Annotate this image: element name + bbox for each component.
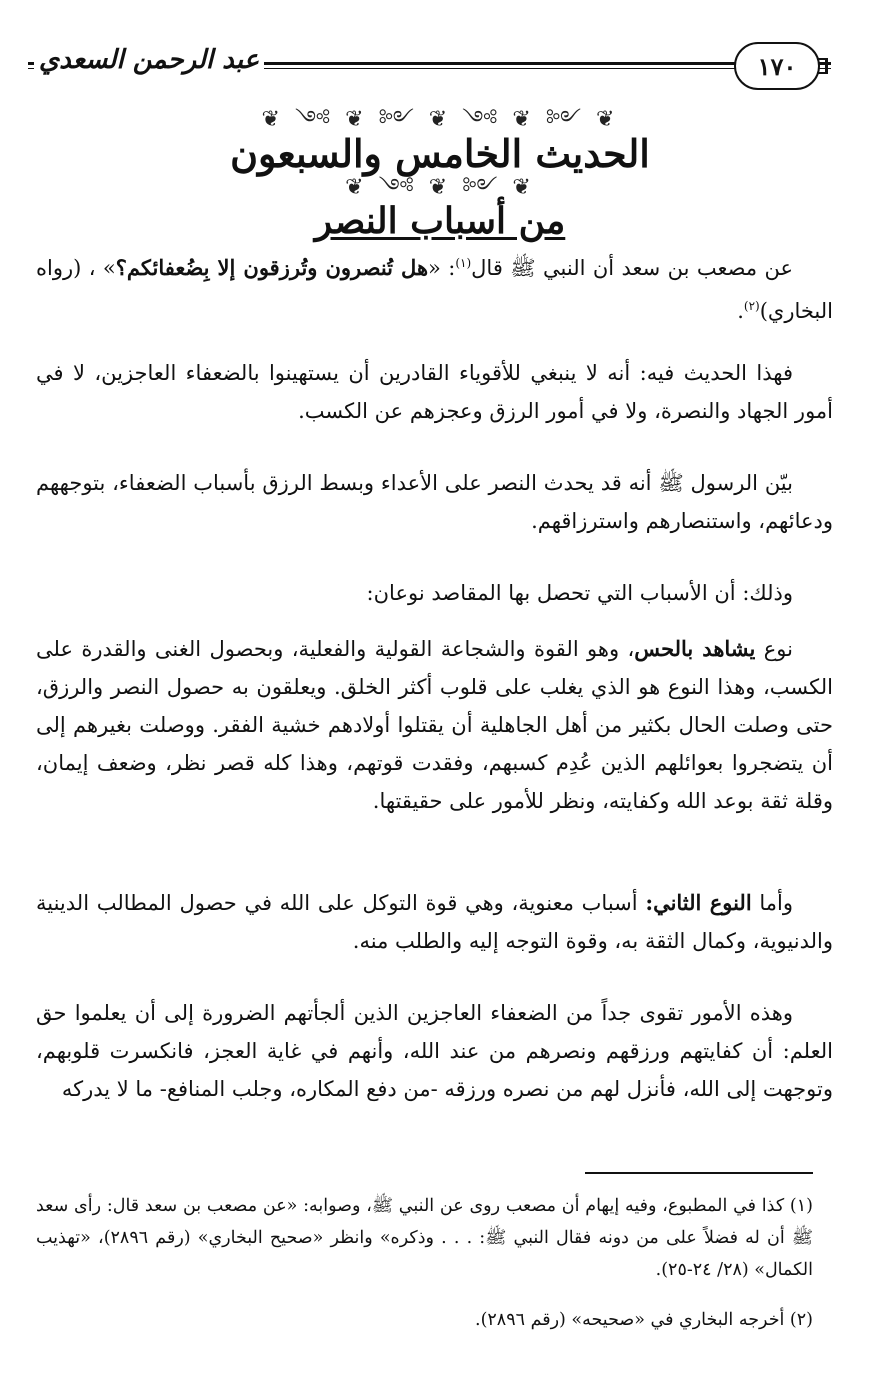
p6-lead: وأما — [759, 891, 793, 915]
hadith-title: الحديث الخامس والسبعون — [230, 131, 650, 176]
paragraph-5 — [36, 630, 833, 820]
p5-bold-term: يشاهد بالحس — [634, 636, 756, 661]
paragraph-2: فهذا الحديث فيه: أنه لا ينبغي للأقوياء القادرين أن يستهينوا بالضعفاء العاجزين، لا في أمور الجهاد والنصرة، ولا في أمور الرزق وعجزهم عن الكسب. — [36, 361, 833, 423]
paragraph-7: وهذه الأمور تقوى جداً من الضعفاء العاجزين الذين ألجأتهم الضرورة إلى أن يعلموا حق العلم: أن كفايتهم ورزقهم ونصرهم من عند الله، وأنهم في غاية العجز، فانكسرت قلوبهم، وتوجهت إلى الله، فأنزل لهم من نصره ورزقه -من دفع المكاره، وجلب المنافع- ما لا يدركه — [36, 1001, 833, 1101]
page-number: ١٧٠ — [734, 42, 820, 90]
footnote-2: (٢) أخرجه البخاري في «صحيحه» (رقم ٢٨٩٦). — [475, 1310, 813, 1330]
footnote-ref-1: (١) — [455, 256, 472, 270]
p6-bold-term: النوع الثاني: — [645, 890, 752, 915]
hadith-end: . — [737, 299, 744, 323]
hadith-subtitle: من أسباب النصر — [314, 200, 566, 242]
paragraph-4: وذلك: أن الأسباب التي تحصل بها المقاصد نوعان: — [366, 581, 793, 605]
footnote-separator — [585, 1172, 813, 1174]
p6-text: أسباب معنوية، وهي قوة التوكل على الله في حصول المطالب الدينية والدنيوية، وكمال الثقة به، وقوة التوجه إليه والطلب منه. — [36, 891, 833, 953]
footnote-ref-2: (٢) — [743, 299, 760, 313]
author-calligraphy-logo: عبد الرحمن السعدي — [34, 36, 264, 84]
p5-lead: نوع — [763, 637, 794, 661]
paragraph-hadith-text — [36, 244, 833, 330]
hadith-open-quote: : « — [428, 256, 456, 280]
ornament-top: ❦ ༺ ❦ ༻ ❦ ༺ ❦ ༻ ❦ — [261, 107, 619, 132]
footnote-1: (١) كذا في المطبوع، وفيه إيهام أن مصعب روى عن النبي ﷺ، وصوابه: «عن مصعب بن سعد قال: رأى سعد ﷺ أن له فضلاً على من دونه فقال النبي ﷺ: . . . وذكره» وانظر «صحيح البخاري» (رقم ٢٨٩٦)، «تهذيب الكمال» (٢٨/ ٢٤-٢٥). — [36, 1196, 813, 1280]
p5-text: ، وهو القوة والشجاعة القولية والفعلية، وبحصول الغنى والقدرة على الكسب، وهذا النوع هو الذي يغلب على قلوب أكثر الخلق. ويعلقون به حصول النصر والرزق، حتى وصلت الحال بكثير من أهل الجاهلية أن يقتلوا أولادهم خشية الفقر. ووصلت بغيرهم إلى أن يتضجروا بعوائلهم الذين عُدِم كسبهم، وفقدت قوتهم، وهذا كله قصر نظر، وضعف إيمان، وقلة ثقة بوعد الله وكفايته، ونظر للأمور على حقيقتها. — [36, 637, 833, 813]
hadith-title-block — [150, 108, 730, 242]
paragraph-3: بيّن الرسول ﷺ أنه قد يحدث النصر على الأعداء وبسط الرزق بأسباب الضعفاء، بتوجههم ودعائهم، واستنصارهم واسترزاقهم. — [36, 471, 833, 533]
ornament-middle: ❦ ༺ ❦ ༻ ❦ — [345, 175, 535, 200]
paragraph-6 — [36, 884, 833, 960]
hadith-source: » ، (رواه البخاري) — [36, 256, 833, 323]
hadith-quote: هل تُنصرون وتُرزقون إلا بِضُعفائكم؟ — [115, 255, 429, 280]
hadith-intro: عن مصعب بن سعد أن النبي ﷺ قال — [471, 256, 793, 280]
